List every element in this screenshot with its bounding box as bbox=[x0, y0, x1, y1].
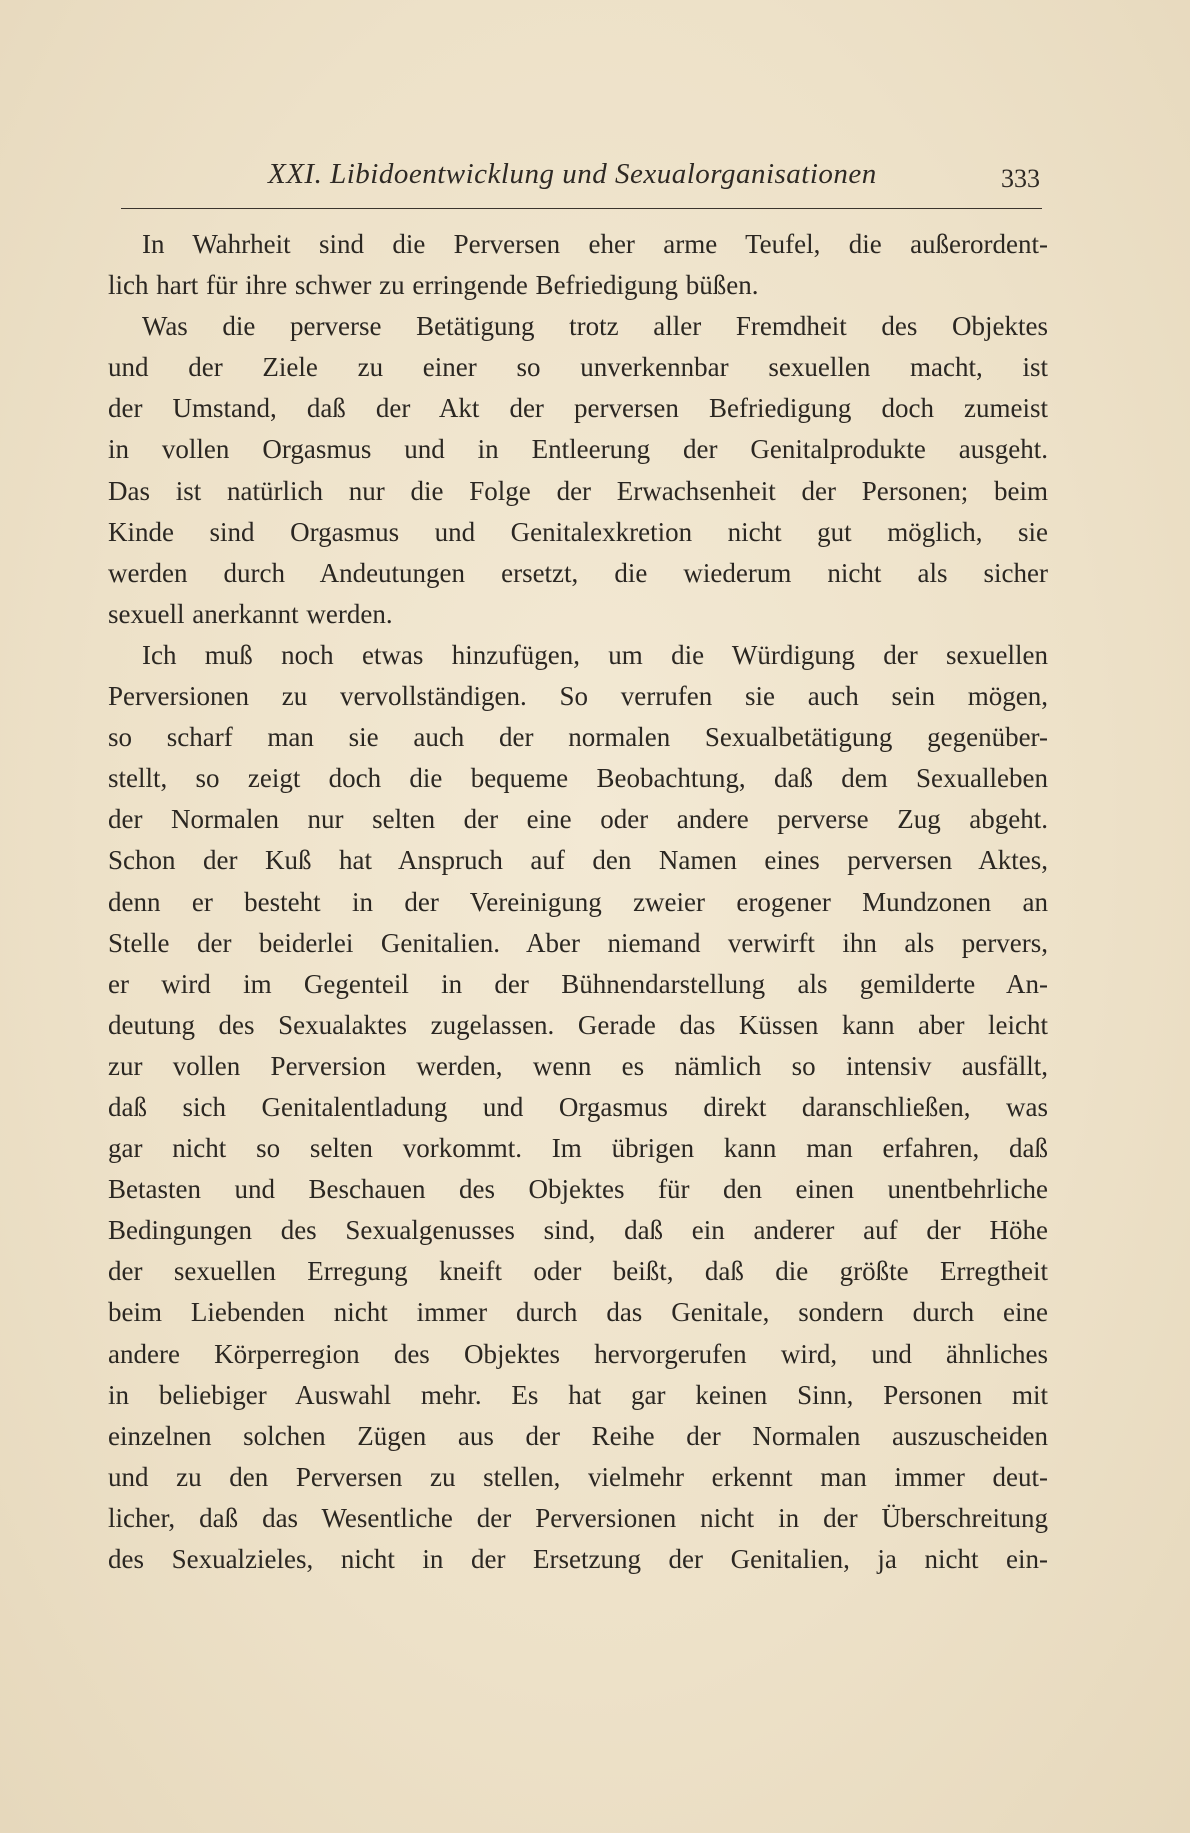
text-line: sexuell anerkannt werden. bbox=[108, 598, 393, 629]
text-line: in beliebiger Auswahl mehr. Es hat gar keinen Sinn, Personen mit bbox=[108, 1379, 1048, 1410]
text-line: andere Körperregion des Objektes hervorgerufen wird, und ähnliches bbox=[108, 1338, 1048, 1369]
text-line: licher, daß das Wesentliche der Perversionen nicht in der Überschreitung bbox=[108, 1502, 1048, 1533]
text-line: zur vollen Perversion werden, wenn es nämlich so intensiv ausfällt, bbox=[108, 1050, 1048, 1081]
text-line: Bedingungen des Sexualgenusses sind, daß ein anderer auf der Höhe bbox=[108, 1215, 1048, 1246]
text-line: Ich muß noch etwas hinzufügen, um die Würdigung der sexuellen bbox=[142, 639, 1048, 670]
page-number: 333 bbox=[1001, 164, 1040, 193]
text-line: Das ist natürlich nur die Folge der Erwachsenheit der Personen; beim bbox=[108, 475, 1048, 506]
text-line: und der Ziele zu einer so unverkennbar sexuellen macht, ist bbox=[108, 352, 1048, 383]
text-line: werden durch Andeutungen ersetzt, die wiederum nicht als sicher bbox=[108, 557, 1048, 588]
text-line: Stelle der beiderlei Genitalien. Aber niemand verwirft ihn als pervers, bbox=[108, 927, 1048, 958]
text-line: In Wahrheit sind die Perversen eher arme Teufel, die außerordent- bbox=[142, 229, 1048, 259]
text-line: Schon der Kuß hat Anspruch auf den Namen eines perversen Aktes, bbox=[108, 845, 1048, 876]
running-header-title: XXI. Libidoentwicklung und Sexualorganisationen bbox=[268, 158, 877, 190]
text-line: deutung des Sexualaktes zugelassen. Gerade das Küssen kann aber leicht bbox=[108, 1009, 1048, 1040]
text-line: beim Liebenden nicht immer durch das Genitale, sondern durch eine bbox=[108, 1297, 1048, 1328]
text-line: Was die perverse Betätigung trotz aller Fremdheit des Objektes bbox=[142, 311, 1048, 342]
text-line: Perversionen zu vervollständigen. So verrufen sie auch sein mögen, bbox=[108, 681, 1048, 712]
text-line: in vollen Orgasmus und in Entleerung der Genitalprodukte ausgeht. bbox=[108, 434, 1048, 465]
text-line: so scharf man sie auch der normalen Sexualbetätigung gegenüber- bbox=[108, 722, 1048, 753]
text-line: der Normalen nur selten der eine oder andere perverse Zug abgeht. bbox=[108, 804, 1048, 835]
text-line: stellt, so zeigt doch die bequeme Beobachtung, daß dem Sexualleben bbox=[108, 763, 1048, 794]
running-header bbox=[121, 150, 1042, 209]
text-line: des Sexualzieles, nicht in der Ersetzung der Genitalien, ja nicht ein- bbox=[108, 1544, 1048, 1574]
text-line: denn er besteht in der Vereinigung zweier erogener Mundzonen an bbox=[108, 886, 1048, 917]
body-text bbox=[108, 224, 1048, 1580]
text-line: der Umstand, daß der Akt der perversen Befriedigung doch zumeist bbox=[108, 393, 1048, 424]
text-line: einzelnen solchen Zügen aus der Reihe der Normalen auszuscheiden bbox=[108, 1420, 1048, 1451]
text-line: der sexuellen Erregung kneift oder beißt, daß die größte Erregtheit bbox=[108, 1256, 1048, 1287]
text-line: daß sich Genitalentladung und Orgasmus direkt daranschließen, was bbox=[108, 1091, 1048, 1122]
text-line: und zu den Perversen zu stellen, vielmehr erkennt man immer deut- bbox=[108, 1461, 1048, 1492]
text-line: Betasten und Beschauen des Objektes für den einen unentbehrliche bbox=[108, 1174, 1048, 1205]
text-line: lich hart für ihre schwer zu erringende Befriedigung büßen. bbox=[108, 270, 759, 301]
text-line: gar nicht so selten vorkommt. Im übrigen kann man erfahren, daß bbox=[108, 1133, 1048, 1164]
text-line: Kinde sind Orgasmus und Genitalexkretion nicht gut möglich, sie bbox=[108, 516, 1048, 547]
text-line: er wird im Gegenteil in der Bühnendarstellung als gemilderte An- bbox=[108, 968, 1048, 999]
